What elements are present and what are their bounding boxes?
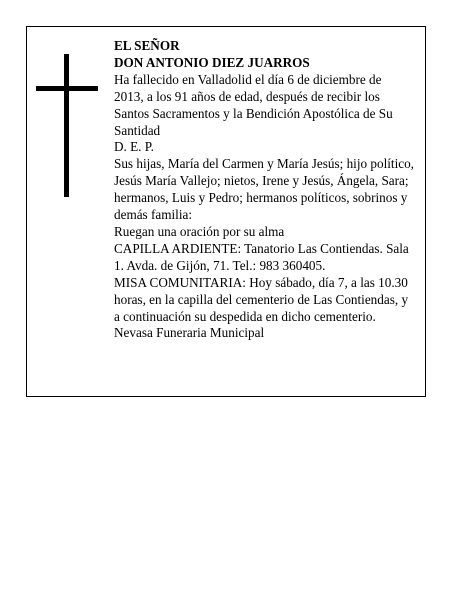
chapel-text: CAPILLA ARDIENTE: Tanatorio Las Contiendas. Sala 1. Avda. de Gijón, 71. Tel.: 983 360405. (114, 240, 409, 273)
title-line-1: EL SEÑOR (114, 38, 180, 53)
funeral-home-text: Nevasa Funeraria Municipal (114, 325, 265, 341)
dep-text: D. E. P. (114, 139, 154, 155)
family-text: Sus hijas, María del Carmen y María Jesús; hijo político, Jesús María Vallejo; nietos, Irene y Jesús, Ángela, Sara; hermanos, Luis y Pedro; hermanos políticos, sobrinos y demás familia: (114, 156, 414, 223)
mass-text: MISA COMUNITARIA: Hoy sábado, día 7, a las 10.30 horas, en la capilla del cementerio de Las Contiendas, y a continuación su despedida en dicho cementerio. (114, 274, 409, 324)
prayer-text: Ruegan una oración por su alma (114, 223, 285, 239)
cross-vertical-bar (64, 54, 69, 197)
announcement-text: Ha fallecido en Valladolid el día 6 de diciembre de 2013, a los 91 años de edad, después de recibir los Santos Sacramentos y la Bendición Apostólica de Su Santidad (114, 71, 393, 138)
deceased-name: DON ANTONIO DIEZ JUARROS (114, 54, 310, 70)
cross-icon (36, 54, 98, 197)
cross-horizontal-bar (36, 86, 98, 91)
obituary-text (114, 38, 414, 342)
